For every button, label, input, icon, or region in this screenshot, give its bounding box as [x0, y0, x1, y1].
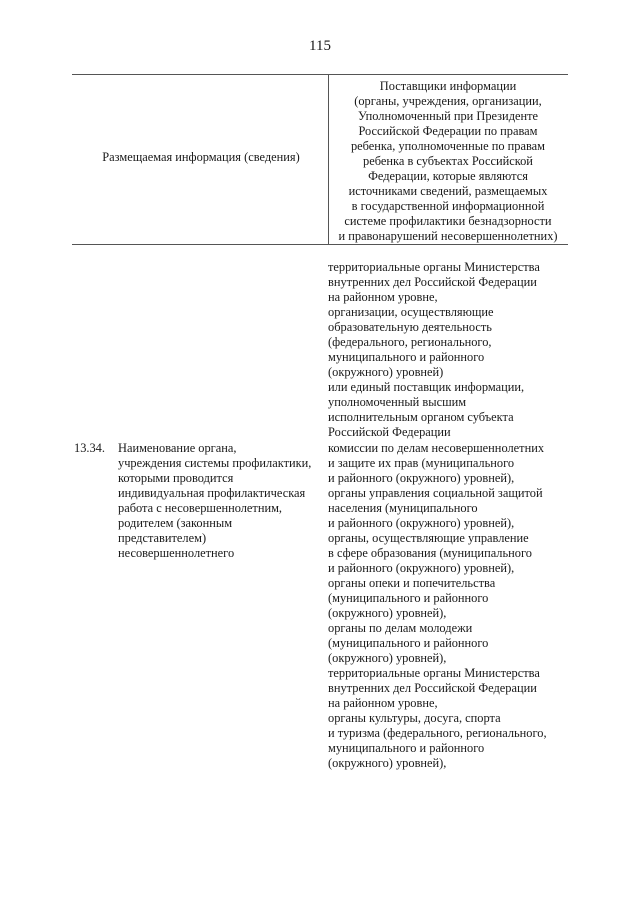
text-line: территориальные органы Министерства — [328, 260, 540, 274]
table-top-rule — [72, 74, 568, 75]
row-number: 13.34. — [74, 441, 105, 455]
text-line: органы управления социальной защитой — [328, 486, 543, 500]
text-line: организации, осуществляющие — [328, 305, 494, 319]
header-line: Поставщики информации — [379, 79, 517, 93]
text-line: населения (муниципального — [328, 501, 478, 515]
header-line: и правонарушений несовершеннолетних) — [338, 229, 558, 243]
text-line: несовершеннолетнего — [118, 546, 235, 560]
text-line: территориальные органы Министерства — [328, 666, 540, 680]
text-line: на районном уровне, — [328, 290, 438, 304]
text-line: и защите их прав (муниципального — [328, 456, 515, 470]
header-line: ребенка, уполномоченные по правам — [350, 139, 546, 153]
header-line: (органы, учреждения, организации, — [354, 94, 542, 108]
header-info-column: Размещаемая информация (сведения) — [102, 150, 300, 164]
text-line: Наименование органа, — [118, 441, 237, 455]
text-line: учреждения системы профилактики, — [118, 456, 312, 470]
text-line: родителем (законным — [118, 516, 233, 530]
text-line: исполнительным органом субъекта — [328, 410, 514, 424]
header-line: источниками сведений, размещаемых — [348, 184, 548, 198]
text-line: органы опеки и попечительства — [328, 576, 496, 590]
text-line: и районного (окружного) уровней), — [328, 516, 515, 530]
text-line: органы культуры, досуга, спорта — [328, 711, 501, 725]
text-line: и районного (окружного) уровней), — [328, 561, 515, 575]
page-number: 115 — [309, 38, 331, 54]
text-line: представителем) — [118, 531, 207, 545]
header-line: Российской Федерации по правам — [358, 124, 538, 138]
text-line: (окружного) уровней), — [328, 756, 447, 770]
text-line: или единый поставщик информации, — [328, 380, 525, 394]
header-line: системе профилактики безнадзорности — [344, 214, 552, 228]
text-line: муниципального и районного — [328, 350, 485, 364]
text-line: образовательную деятельность — [328, 320, 492, 334]
row-description-cell — [118, 441, 323, 561]
row-providers-cell — [328, 441, 568, 771]
text-line: комиссии по делам несовершеннолетних — [328, 441, 545, 455]
text-line: уполномоченный высшим — [328, 395, 467, 409]
text-line: (окружного) уровней), — [328, 606, 447, 620]
text-line: на районном уровне, — [328, 696, 438, 710]
text-line: (муниципального и районного — [328, 591, 489, 605]
header-providers-column — [330, 79, 566, 244]
text-line: муниципального и районного — [328, 741, 485, 755]
text-line: (окружного) уровней) — [328, 365, 444, 379]
header-bottom-rule — [72, 244, 568, 245]
header-line: в государственной информационной — [351, 199, 545, 213]
text-line: внутренних дел Российской Федерации — [328, 275, 537, 289]
text-line: и туризма (федерального, регионального, — [328, 726, 547, 740]
text-line: работа с несовершеннолетним, — [118, 501, 283, 515]
text-line: внутренних дел Российской Федерации — [328, 681, 537, 695]
text-line: которыми проводится — [118, 471, 234, 485]
text-line: индивидуальная профилактическая — [118, 486, 306, 500]
continued-providers-cell — [328, 260, 568, 440]
text-line: органы по делам молодежи — [328, 621, 473, 635]
text-line: (федерального, регионального, — [328, 335, 492, 349]
header-line: ребенка в субъектах Российской — [363, 154, 533, 168]
text-line: (муниципального и районного — [328, 636, 489, 650]
text-line: Российской Федерации — [328, 425, 451, 439]
header-line: Федерации, которые являются — [368, 169, 528, 183]
header-line: Уполномоченный при Президенте — [357, 109, 539, 123]
text-line: (окружного) уровней), — [328, 651, 447, 665]
text-line: и районного (окружного) уровней), — [328, 471, 515, 485]
text-line: в сфере образования (муниципального — [328, 546, 532, 560]
text-line: органы, осуществляющие управление — [328, 531, 529, 545]
